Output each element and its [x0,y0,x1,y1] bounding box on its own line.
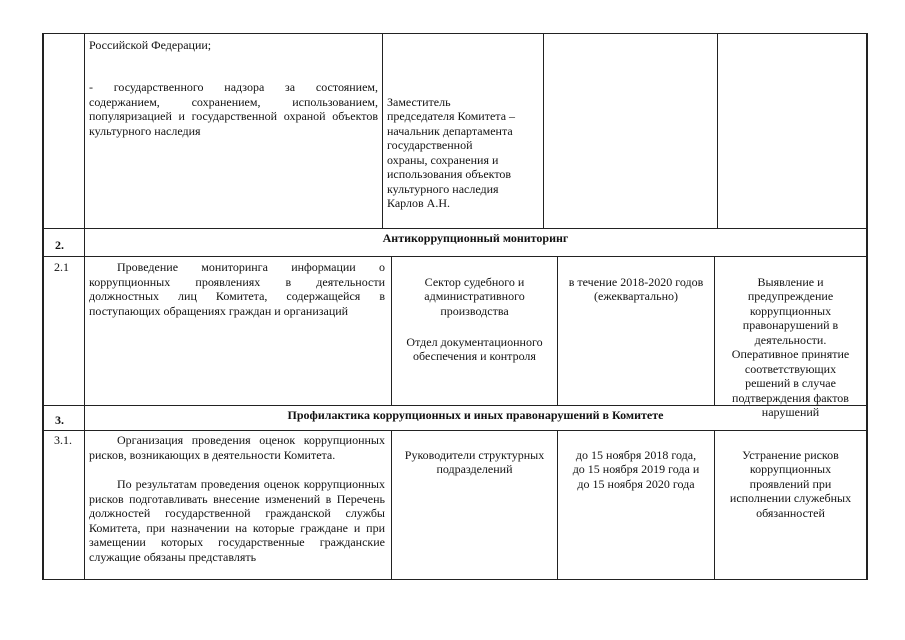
sec2-number: 2. [55,238,64,252]
row-2-1-measure: Проведение мониторинга информации о коррупционных проявлениях в деятельности должностных лиц Комитета, содержащейся в поступающих обращениях граждан и организаций [89,260,385,318]
row-3-1-result: Устранение рисков коррупционных проявлений при исполнении служебных обязанностей [729,447,852,520]
row-2-1-number: 2.1 [54,260,69,274]
row-3-1-term: до 15 ноября 2018 года, до 15 ноября 2019 года и до 15 ноября 2020 года [572,447,700,491]
sec3-number: 3. [55,413,64,427]
row-2-1-result: Выявление и предупреждение коррупционных правонарушений в деятельности. Оперативное принятие соответствующих решений в случае подтверждения фактов нарушений [731,274,850,419]
row-2-1-responsible: Сектор судебного и административного производства [424,274,525,318]
sec3-title: Профилактика коррупционных и иных правонарушений в Комитете [287,408,664,422]
row-3-1-number: 3.1. [54,433,72,447]
row-3-1-measure-p2: По результатам проведения оценок коррупционных рисков подготавливать внесение изменений в Перечень должностей государственной гражданской службы Комитета, при назначении на которые граждане и при замещении которых государственные гражданские служащие обязаны представлять [89,477,385,564]
row-3-1-responsible: Руководители структурных подразделений [404,447,545,476]
sec1-measure-paragraph: - государственного надзора за состоянием, содержанием, сохранением, использованием, популяризацией и государственной охраной объектов культурного наследия [89,80,378,138]
row-2-1-term: в течение 2018-2020 годов (ежеквартально) [568,274,704,303]
sec1-responsible: Заместитель председателя Комитета – начальник департамента государственной охраны, сохранения и использования объектов культурного наследия Карлов А.Н. [387,94,516,210]
sec2-title: Антикоррупционный мониторинг [382,231,569,245]
sec1-measure-top: Российской Федерации; [89,38,212,52]
row-2-1-responsible-2: Отдел документационного обеспечения и контроля [406,334,543,363]
row-3-1-measure-p1: Организация проведения оценок коррупционных рисков, возникающих в деятельности Комитета. [89,433,385,462]
